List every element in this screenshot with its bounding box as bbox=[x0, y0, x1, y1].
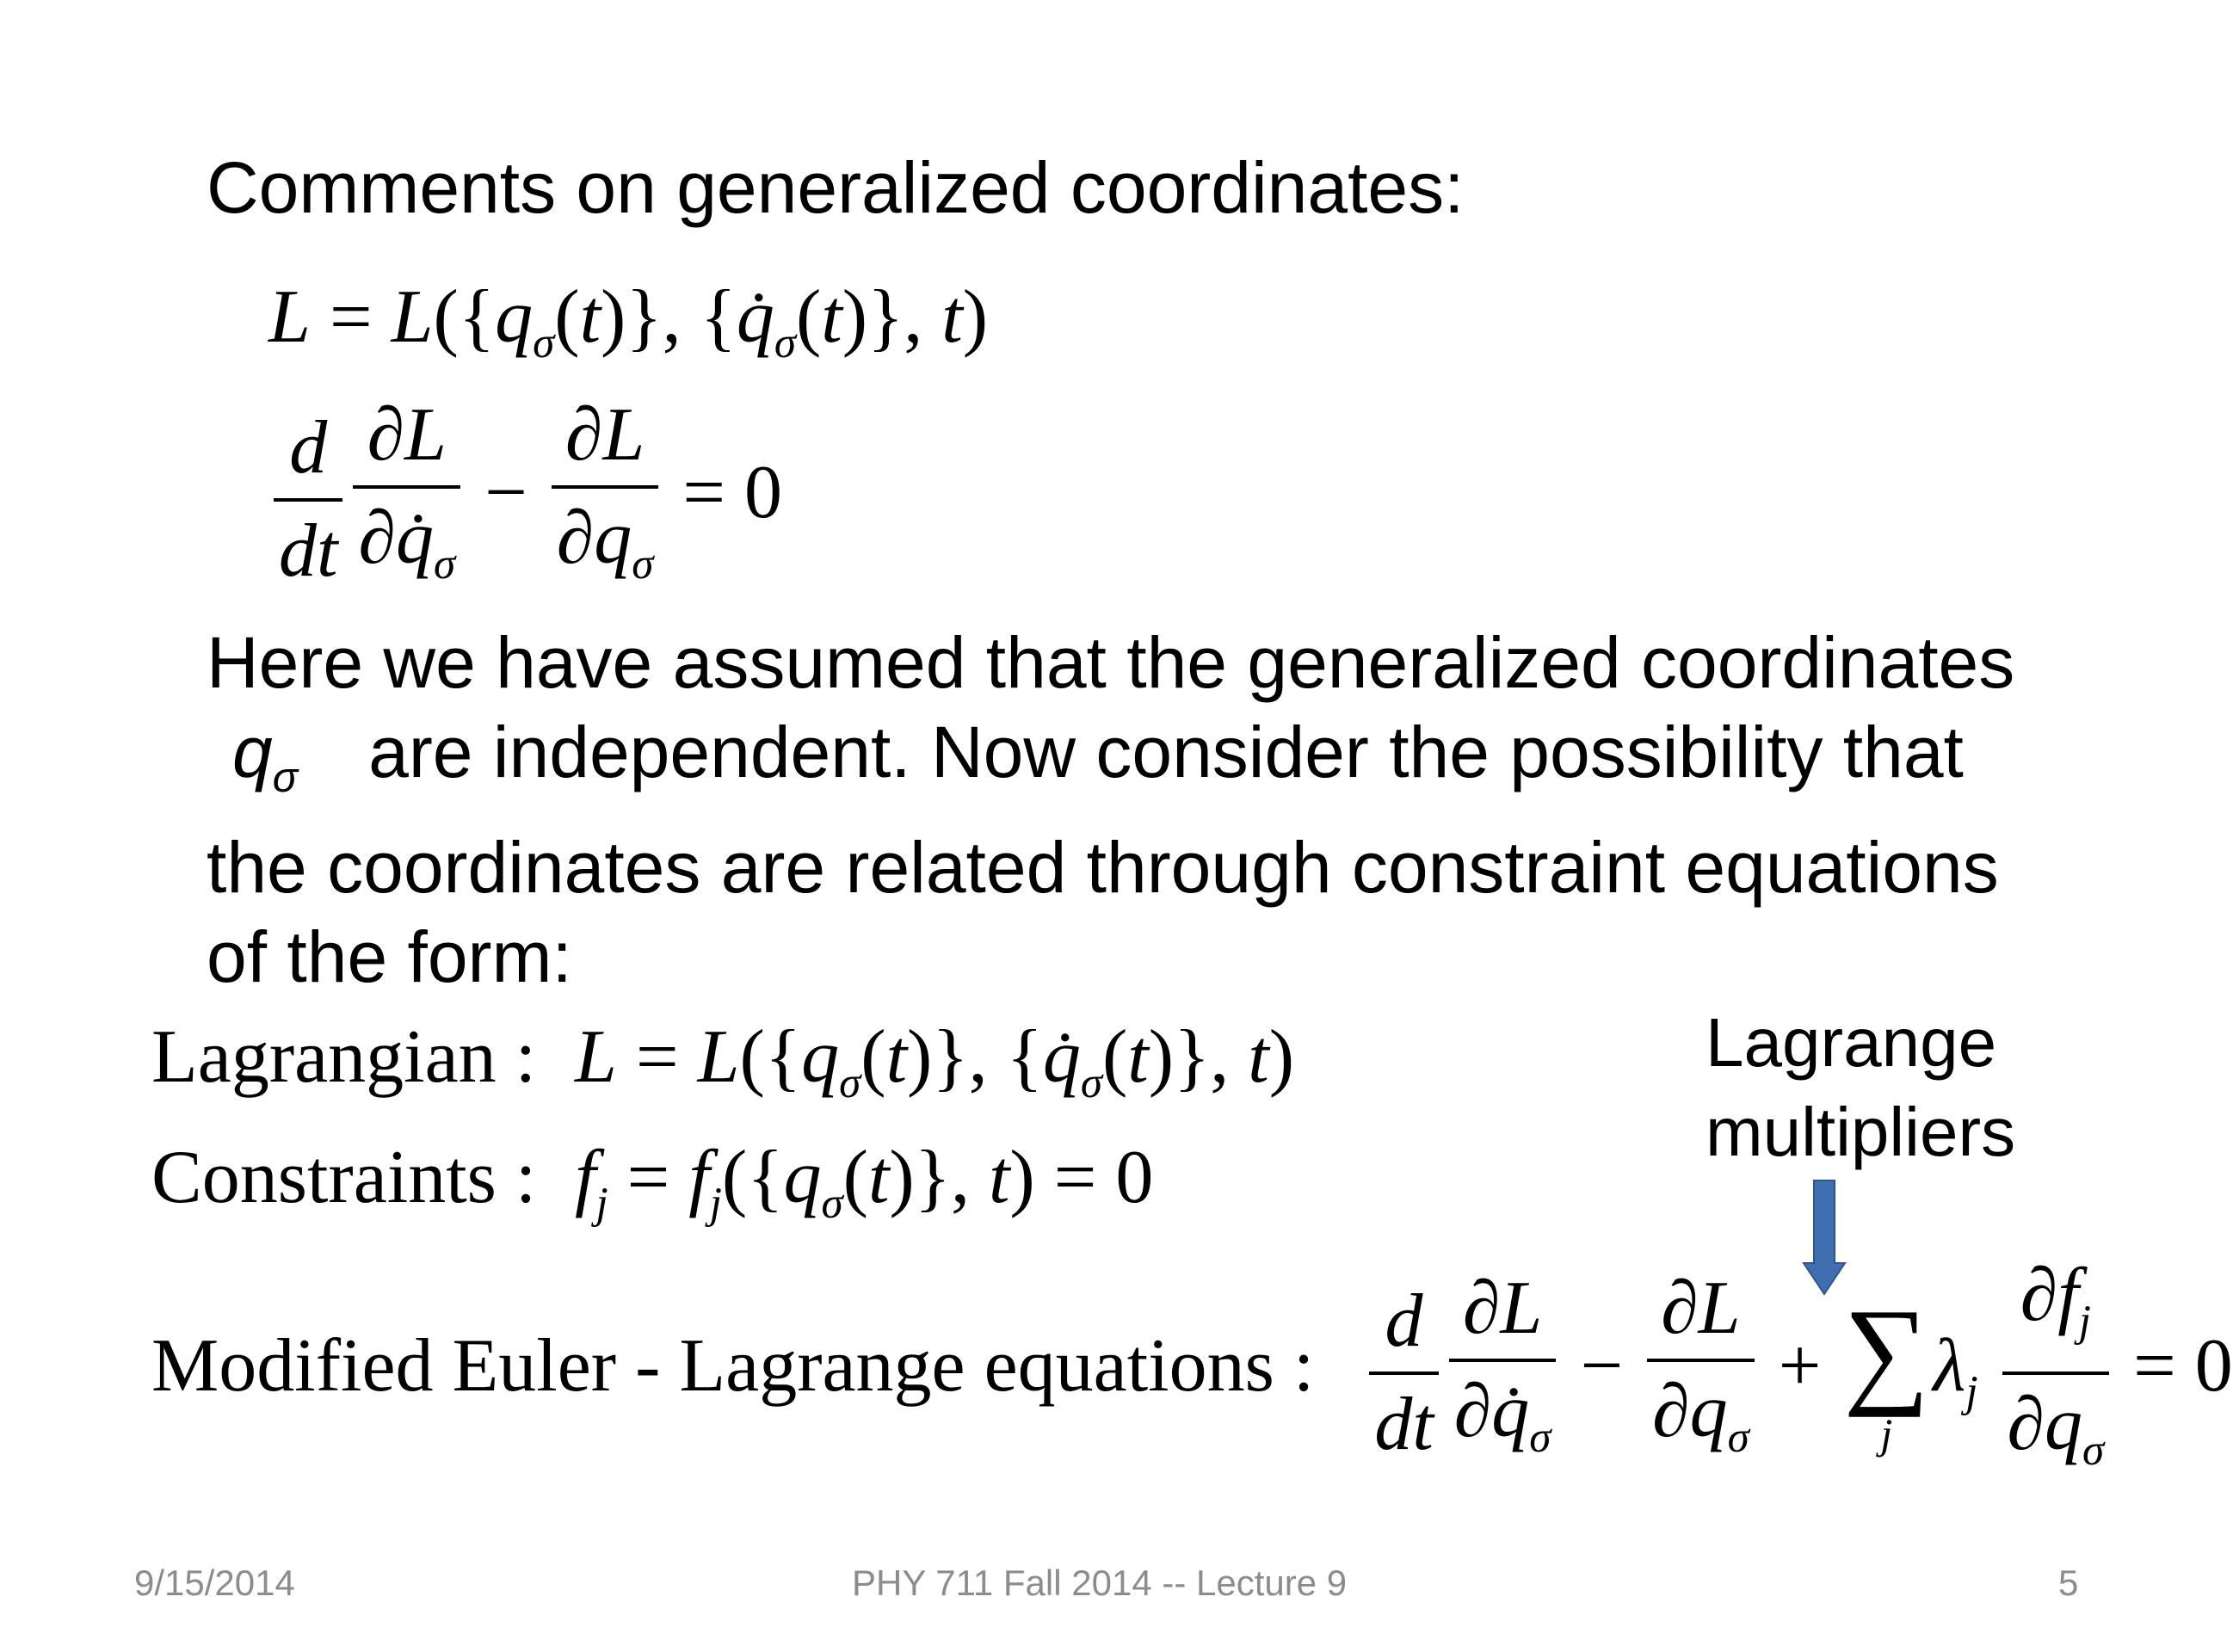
down-arrow-icon bbox=[1804, 1180, 1845, 1294]
lagrange-multipliers-annotation bbox=[1706, 998, 2015, 1177]
constraints-label: Constraints : bbox=[151, 1136, 537, 1219]
lagrangian-definition-equation: $L = L(\{q_\sigma(t)\}$, $\{q̇_\sigma(t)\}$, t) bbox=[268, 275, 989, 367]
euler-lagrange-equation: $\frac{d}{dt}$ $\frac{\partial L}{\partial q̇_\sigma}$ − $\frac{\partial L}{\partial q_\sigma}$ = 0 bbox=[268, 394, 782, 606]
paragraph-line-2 bbox=[207, 707, 2134, 823]
constraints-equation: $f_j = f_j(\{q_\sigma(t)\}$, t) = 0 bbox=[575, 1136, 1154, 1228]
slide-title: Comments on generalized coordinates: bbox=[207, 147, 1465, 228]
constraints-row bbox=[151, 1134, 1153, 1229]
annotation-line-2: multipliers bbox=[1706, 1094, 2016, 1170]
explanation-paragraph bbox=[207, 618, 2134, 1002]
lagrangian-equation: $L = L(\{q_\sigma(t)\}$, $\{q̇_\sigma(t)\}$, t) bbox=[575, 1015, 1295, 1107]
modified-el-label: Modified Euler - Lagrange equations : bbox=[151, 1324, 1315, 1409]
footer-page-number: 5 bbox=[2058, 1563, 2079, 1603]
footer-date: 9/15/2014 bbox=[134, 1563, 295, 1603]
inline-symbol-sub: σ bbox=[272, 755, 299, 802]
paragraph-line-3: the coordinates are related through constraint equations bbox=[207, 827, 1999, 909]
footer-course: PHY 711 Fall 2014 -- Lecture 9 bbox=[852, 1563, 1348, 1603]
modified-el-equation: $\frac{d}{dt}$ $\frac{\partial L}{\partial q̇_\sigma}$ − $\frac{\partial L}{\partial q_\sigma}$ + ∑ j $\lambda_j$ $\frac{\partial f_j}{\partial q_\sigma}$ = 0 bbox=[1364, 1324, 2232, 1408]
lagrangian-label: Lagrangian : bbox=[151, 1015, 537, 1099]
annotation-line-1: Lagrange bbox=[1706, 1004, 1997, 1081]
inline-symbol-base: q bbox=[232, 712, 273, 792]
paragraph-line-1: Here we have assumed that the generalized coordinates bbox=[207, 622, 2015, 703]
lagrangian-row bbox=[151, 1014, 1294, 1108]
paragraph-line-2-text: are independent. Now consider the possibility that bbox=[368, 712, 1964, 792]
modified-euler-lagrange-row bbox=[151, 1254, 2233, 1492]
paragraph-line-4: of the form: bbox=[207, 916, 572, 998]
